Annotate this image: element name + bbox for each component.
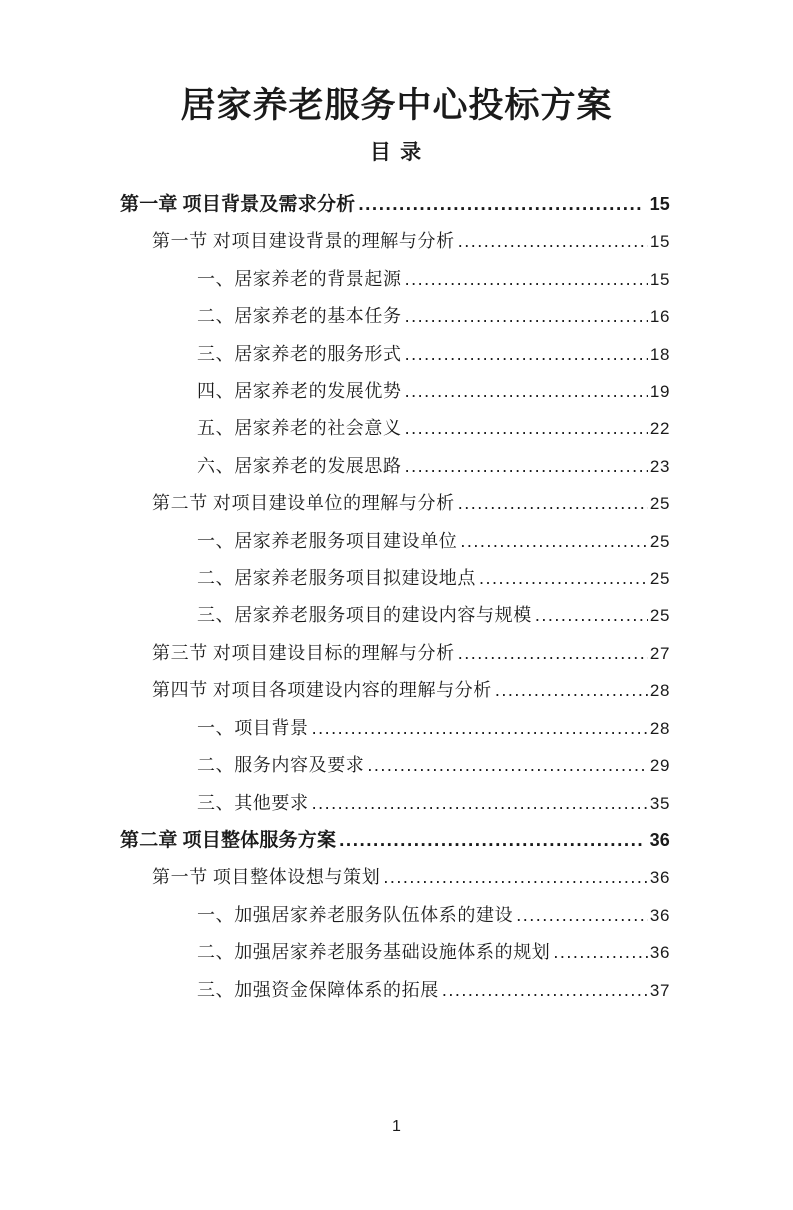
toc-entry-title: 第二章 项目整体服务方案 — [120, 829, 337, 851]
footer-page-number: 1 — [392, 1118, 401, 1135]
toc-entry-title: 一、居家养老的背景起源 — [197, 268, 402, 289]
toc-page-number: 25 — [649, 569, 670, 589]
toc-leader-dots — [405, 298, 648, 335]
toc-entry-title: 六、居家养老的发展思路 — [197, 455, 402, 476]
toc-entry-title: 四、居家养老的发展优势 — [197, 381, 402, 402]
toc-leader-dots — [442, 972, 648, 1009]
toc-page-number: 19 — [649, 382, 670, 402]
toc-page-number: 36 — [649, 868, 670, 888]
toc-heading: 目 录 — [369, 140, 424, 164]
toc-page-number: 28 — [649, 718, 670, 738]
toc-entry-title: 二、服务内容及要求 — [197, 755, 365, 776]
toc-leader-dots — [405, 261, 648, 298]
toc-entry[interactable] — [120, 672, 670, 709]
toc-entry[interactable] — [120, 298, 670, 335]
toc-page-number: 36 — [649, 829, 670, 850]
toc-entry-title: 第二节 对项目建设单位的理解与分析 — [152, 493, 455, 514]
toc-page-number: 25 — [649, 606, 670, 626]
toc-entry[interactable] — [120, 523, 670, 560]
toc-entry[interactable] — [120, 897, 670, 934]
toc-leader-dots — [405, 448, 648, 485]
toc-entry-title: 第一章 项目背景及需求分析 — [120, 194, 356, 215]
toc-leader-dots — [516, 897, 648, 934]
toc-entry[interactable] — [120, 597, 670, 634]
toc-entry[interactable] — [120, 373, 670, 410]
toc-page-number: 27 — [649, 643, 670, 663]
toc-entry-title: 一、居家养老服务项目建设单位 — [197, 530, 458, 551]
toc-entry-title: 一、项目背景 — [197, 717, 309, 738]
toc-page-number: 22 — [649, 419, 670, 439]
toc-page-number: 36 — [649, 943, 670, 963]
toc-leader-dots — [383, 859, 648, 896]
document-page — [0, 88, 793, 1210]
table-of-contents — [120, 186, 670, 1009]
toc-entry[interactable] — [120, 972, 670, 1009]
toc-entry[interactable] — [120, 635, 670, 672]
toc-leader-dots — [339, 822, 642, 859]
toc-leader-dots — [367, 747, 647, 784]
toc-leader-dots — [495, 672, 648, 709]
toc-entry-title: 三、居家养老的服务形式 — [197, 343, 402, 364]
toc-leader-dots — [405, 410, 648, 447]
toc-page-number: 15 — [649, 194, 670, 214]
toc-entry[interactable] — [120, 448, 670, 485]
toc-entry-title: 二、加强居家养老服务基础设施体系的规划 — [197, 942, 551, 963]
toc-leader-dots — [458, 485, 648, 522]
toc-page-number: 35 — [649, 793, 670, 813]
toc-page-number: 29 — [649, 756, 670, 776]
toc-entry[interactable] — [120, 485, 670, 522]
toc-entry-title: 第四节 对项目各项建设内容的理解与分析 — [152, 680, 492, 701]
toc-page-number: 37 — [649, 980, 670, 1000]
toc-page-number: 25 — [649, 494, 670, 514]
toc-page-number: 23 — [649, 456, 670, 476]
toc-entry-title: 第一节 项目整体设想与策划 — [152, 867, 381, 888]
toc-entry[interactable] — [120, 261, 670, 298]
toc-entry[interactable] — [120, 785, 670, 822]
toc-page-number: 25 — [649, 531, 670, 551]
toc-entry-title: 三、其他要求 — [197, 792, 309, 813]
toc-entry[interactable] — [120, 223, 670, 260]
toc-leader-dots — [458, 223, 648, 260]
toc-entry-title: 第一节 对项目建设背景的理解与分析 — [152, 231, 455, 252]
toc-leader-dots — [358, 186, 642, 223]
toc-page-number: 16 — [649, 307, 670, 327]
toc-entry[interactable] — [120, 560, 670, 597]
toc-leader-dots — [312, 785, 648, 822]
toc-entry-title: 三、加强资金保障体系的拓展 — [197, 979, 439, 1000]
toc-entry[interactable] — [120, 747, 670, 784]
toc-leader-dots — [405, 373, 648, 410]
toc-entry-title: 第三节 对项目建设目标的理解与分析 — [152, 642, 455, 663]
toc-entry[interactable] — [120, 410, 670, 447]
toc-leader-dots — [479, 560, 648, 597]
toc-entry[interactable] — [120, 336, 670, 373]
toc-entry-title: 二、居家养老服务项目拟建设地点 — [197, 568, 476, 589]
toc-leader-dots — [460, 523, 647, 560]
toc-leader-dots — [405, 336, 648, 373]
toc-entry[interactable] — [120, 710, 670, 747]
toc-page-number: 18 — [649, 344, 670, 364]
toc-page-number: 15 — [649, 269, 670, 289]
document-title: 居家养老服务中心投标方案 — [180, 86, 613, 125]
toc-page-number: 28 — [649, 681, 670, 701]
toc-entry-title: 三、居家养老服务项目的建设内容与规模 — [197, 605, 532, 626]
toc-entry[interactable] — [120, 859, 670, 896]
toc-entry[interactable] — [120, 934, 670, 971]
toc-entry-title: 五、居家养老的社会意义 — [197, 418, 402, 439]
toc-leader-dots — [535, 597, 648, 634]
toc-leader-dots — [553, 934, 647, 971]
toc-entry-title: 二、居家养老的基本任务 — [197, 306, 402, 327]
toc-entry[interactable] — [120, 822, 670, 859]
toc-page-number: 15 — [649, 232, 670, 252]
toc-leader-dots — [458, 635, 648, 672]
toc-page-number: 36 — [649, 905, 670, 925]
toc-entry[interactable] — [120, 186, 670, 223]
toc-entry-title: 一、加强居家养老服务队伍体系的建设 — [197, 904, 514, 925]
toc-leader-dots — [312, 710, 648, 747]
